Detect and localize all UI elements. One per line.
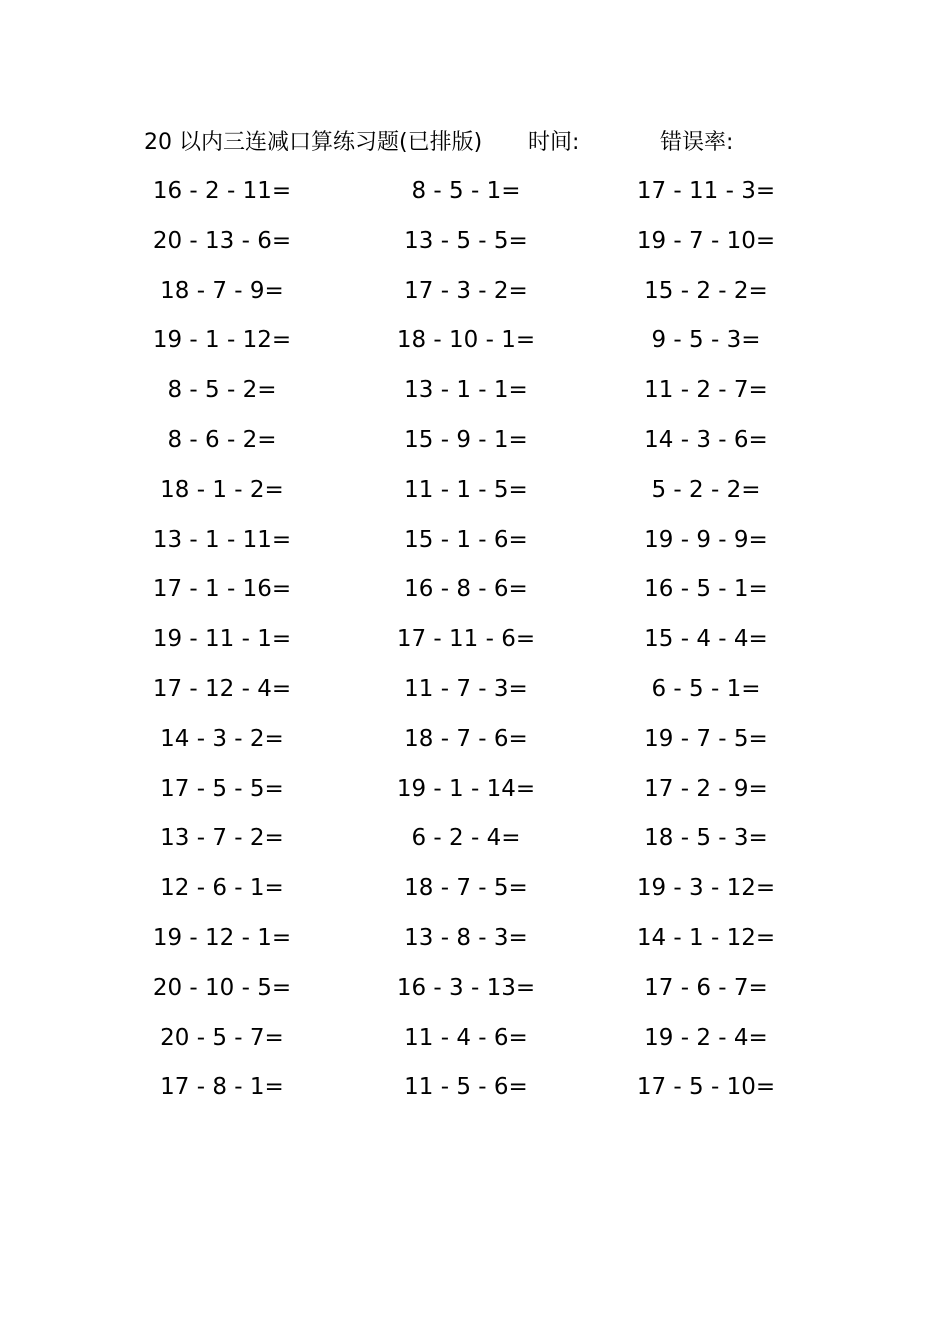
- problem-item: 8 - 6 - 2=: [167, 426, 277, 453]
- problem-item: 18 - 7 - 5=: [404, 875, 528, 902]
- problem-item: 6 - 2 - 4=: [411, 825, 521, 852]
- problem-row: [0, 373, 950, 423]
- problem-row: [0, 921, 950, 971]
- problem-item: 19 - 7 - 10=: [636, 227, 776, 254]
- problem-item: 17 - 11 - 6=: [396, 626, 536, 653]
- problem-row: [0, 1070, 950, 1120]
- problem-item: 11 - 4 - 6=: [404, 1024, 528, 1051]
- problem-item: 18 - 5 - 3=: [644, 825, 768, 852]
- worksheet-title: 20 以内三连减口算练习题(已排版): [144, 130, 483, 155]
- problem-item: 17 - 5 - 10=: [636, 1074, 776, 1101]
- problem-item: 18 - 10 - 1=: [396, 327, 536, 354]
- problem-item: 9 - 5 - 3=: [651, 327, 761, 354]
- problem-item: 19 - 1 - 14=: [396, 775, 536, 802]
- problem-item: 14 - 3 - 2=: [160, 725, 284, 752]
- problem-item: 11 - 2 - 7=: [644, 377, 768, 404]
- problem-item: 15 - 4 - 4=: [644, 626, 768, 653]
- problem-item: 13 - 1 - 1=: [404, 377, 528, 404]
- problem-row: [0, 274, 950, 324]
- problem-item: 17 - 2 - 9=: [644, 775, 768, 802]
- problem-item: 16 - 8 - 6=: [404, 576, 528, 603]
- problem-row: [0, 423, 950, 473]
- problem-item: 19 - 3 - 12=: [636, 875, 776, 902]
- problem-item: 17 - 8 - 1=: [160, 1074, 284, 1101]
- problem-row: [0, 722, 950, 772]
- problem-row: [0, 323, 950, 373]
- problem-item: 11 - 7 - 3=: [404, 675, 528, 702]
- worksheet-header: [144, 126, 784, 160]
- problem-item: 19 - 1 - 12=: [152, 327, 292, 354]
- problem-grid: [0, 174, 950, 1120]
- problem-item: 15 - 2 - 2=: [644, 277, 768, 304]
- problem-item: 17 - 6 - 7=: [644, 974, 768, 1001]
- problem-item: 18 - 7 - 9=: [160, 277, 284, 304]
- problem-row: [0, 473, 950, 523]
- problem-item: 15 - 1 - 6=: [404, 526, 528, 553]
- problem-row: [0, 772, 950, 822]
- problem-item: 6 - 5 - 1=: [651, 675, 761, 702]
- problem-row: [0, 622, 950, 672]
- problem-item: 19 - 2 - 4=: [644, 1024, 768, 1051]
- problem-row: [0, 572, 950, 622]
- problem-item: 11 - 5 - 6=: [404, 1074, 528, 1101]
- problem-item: 17 - 5 - 5=: [160, 775, 284, 802]
- problem-item: 19 - 12 - 1=: [152, 924, 292, 951]
- problem-item: 19 - 7 - 5=: [644, 725, 768, 752]
- problem-item: 19 - 9 - 9=: [644, 526, 768, 553]
- problem-item: 17 - 12 - 4=: [152, 675, 292, 702]
- problem-item: 16 - 2 - 11=: [152, 178, 292, 204]
- problem-row: [0, 1021, 950, 1071]
- problem-item: 5 - 2 - 2=: [651, 476, 761, 503]
- problem-item: 13 - 5 - 5=: [404, 227, 528, 254]
- problem-item: 14 - 1 - 12=: [636, 924, 776, 951]
- problem-item: 16 - 3 - 13=: [396, 974, 536, 1001]
- problem-item: 19 - 11 - 1=: [152, 626, 292, 653]
- problem-item: 20 - 5 - 7=: [160, 1024, 284, 1051]
- problem-row: [0, 174, 950, 224]
- problem-item: 13 - 7 - 2=: [160, 825, 284, 852]
- problem-item: 8 - 5 - 1=: [411, 178, 521, 204]
- problem-item: 13 - 8 - 3=: [404, 924, 528, 951]
- problem-item: 16 - 5 - 1=: [644, 576, 768, 603]
- problem-item: 12 - 6 - 1=: [160, 875, 284, 902]
- time-label: 时间:: [528, 130, 580, 155]
- problem-item: 11 - 1 - 5=: [404, 476, 528, 503]
- problem-row: [0, 672, 950, 722]
- problem-row: [0, 871, 950, 921]
- problem-row: [0, 821, 950, 871]
- problem-item: 17 - 11 - 3=: [636, 178, 776, 204]
- problem-row: [0, 971, 950, 1021]
- problem-item: 17 - 3 - 2=: [404, 277, 528, 304]
- problem-item: 18 - 1 - 2=: [160, 476, 284, 503]
- problem-item: 17 - 1 - 16=: [152, 576, 292, 603]
- problem-item: 8 - 5 - 2=: [167, 377, 277, 404]
- problem-item: 18 - 7 - 6=: [404, 725, 528, 752]
- problem-item: 15 - 9 - 1=: [404, 426, 528, 453]
- problem-row: [0, 224, 950, 274]
- error-rate-label: 错误率:: [660, 130, 734, 155]
- problem-item: 20 - 13 - 6=: [152, 227, 292, 254]
- problem-item: 14 - 3 - 6=: [644, 426, 768, 453]
- problem-item: 13 - 1 - 11=: [152, 526, 292, 553]
- problem-item: 20 - 10 - 5=: [152, 974, 292, 1001]
- problem-row: [0, 523, 950, 573]
